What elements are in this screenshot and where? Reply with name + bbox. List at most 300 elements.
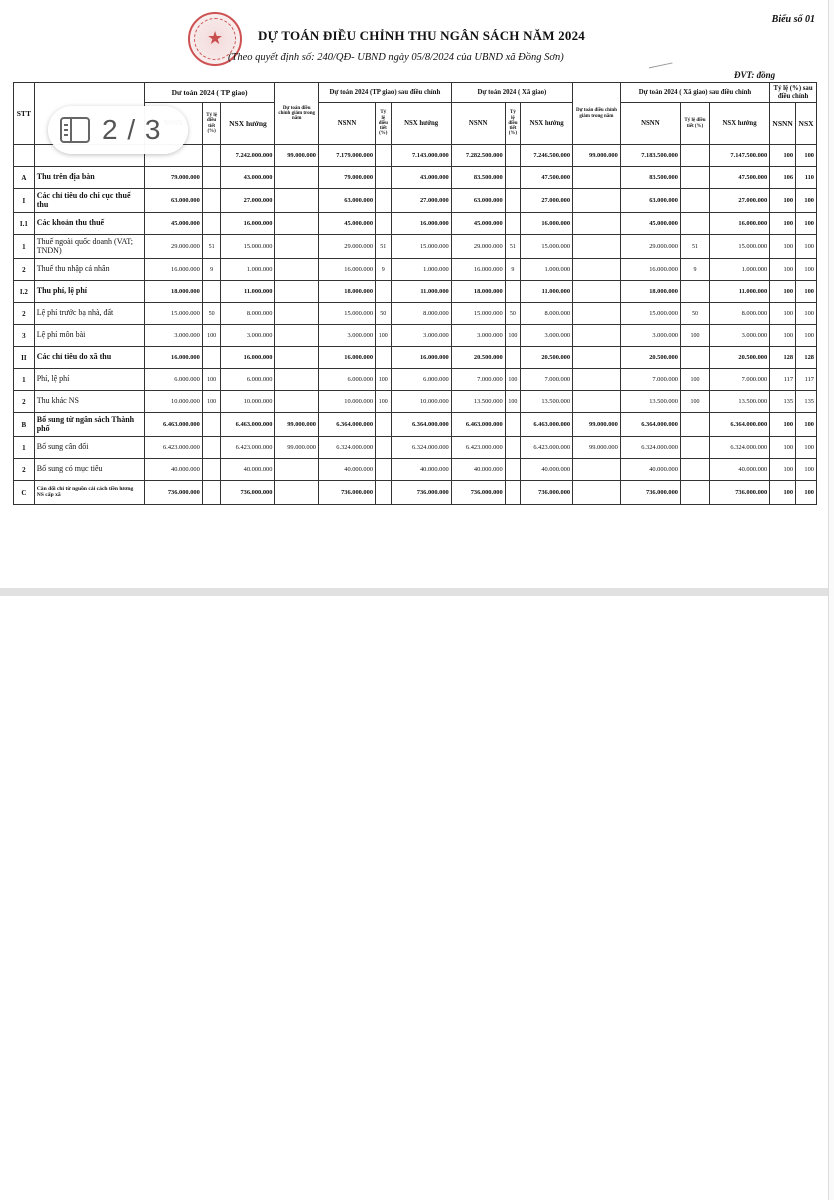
col-xa-tyle: Tỷ lệ điều tiết (%) <box>505 103 521 145</box>
row-number: I <box>14 189 35 213</box>
cell: 100 <box>796 145 817 167</box>
cell: 29.000.000 <box>451 235 505 259</box>
cell <box>505 347 521 369</box>
col-tpa-nsnn: NSNN <box>318 103 375 145</box>
row-number: 2 <box>14 303 35 325</box>
cell: 7.000.000 <box>451 369 505 391</box>
cell <box>573 167 621 189</box>
cell <box>505 281 521 303</box>
page-indicator[interactable] <box>48 106 188 154</box>
scrollbar-track[interactable] <box>828 0 834 1200</box>
cell: 45.000.000 <box>620 213 680 235</box>
cell: 18.000.000 <box>451 281 505 303</box>
cell: 15.000.000 <box>620 303 680 325</box>
cell: 117 <box>796 369 817 391</box>
cell <box>573 325 621 347</box>
cell <box>505 413 521 437</box>
signature-mark <box>647 56 672 69</box>
cell: 50 <box>505 303 521 325</box>
row-number: 3 <box>14 325 35 347</box>
cell: 45.000.000 <box>144 213 202 235</box>
cell: 20.500.000 <box>451 347 505 369</box>
cell: 3.000.000 <box>391 325 451 347</box>
table-row <box>14 259 817 281</box>
col-group-tp-after: Dự toán 2024 (TP giao) sau điều chỉnh <box>318 83 451 103</box>
col-group-rate: Tỷ lệ (%) sau điều chỉnh <box>770 83 817 103</box>
cell: 100 <box>770 303 796 325</box>
cell: 100 <box>796 481 817 505</box>
cell: 6.000.000 <box>318 369 375 391</box>
cell: 83.500.000 <box>620 167 680 189</box>
cell: 6.324.000.000 <box>620 437 680 459</box>
cell <box>275 481 319 505</box>
row-label: Thu trên địa bàn <box>34 167 144 189</box>
cell: 51 <box>202 235 221 259</box>
cell: 100 <box>770 459 796 481</box>
cell: 6.463.000.000 <box>221 413 275 437</box>
cell <box>275 369 319 391</box>
cell: 6.463.000.000 <box>144 413 202 437</box>
cell: 110 <box>796 167 817 189</box>
cell <box>275 325 319 347</box>
cell: 9 <box>202 259 221 281</box>
cell <box>275 347 319 369</box>
sidebar-icon <box>60 117 90 143</box>
cell: 100 <box>505 325 521 347</box>
cell: 128 <box>796 347 817 369</box>
cell: 47.500.000 <box>710 167 770 189</box>
cell: 15.000.000 <box>391 235 451 259</box>
cell: 6.324.000.000 <box>318 437 375 459</box>
row-number: 2 <box>14 259 35 281</box>
cell: 100 <box>770 259 796 281</box>
table-row <box>14 281 817 303</box>
cell <box>680 167 709 189</box>
cell: 16.000.000 <box>391 213 451 235</box>
cell: 29.000.000 <box>620 235 680 259</box>
cell: 16.000.000 <box>221 347 275 369</box>
cell: 6.000.000 <box>221 369 275 391</box>
cell: 15.000.000 <box>451 303 505 325</box>
cell: 100 <box>202 369 221 391</box>
cell: 10.000.000 <box>221 391 275 413</box>
cell: 40.000.000 <box>710 459 770 481</box>
cell: 47.500.000 <box>521 167 573 189</box>
cell <box>573 259 621 281</box>
cell: 100 <box>770 481 796 505</box>
col-tp-tyle: Tỷ lệ điều tiết (%) <box>202 103 221 145</box>
cell <box>680 437 709 459</box>
cell: 40.000.000 <box>521 459 573 481</box>
cell: 135 <box>796 391 817 413</box>
cell: 7.000.000 <box>521 369 573 391</box>
cell: 15.000.000 <box>221 235 275 259</box>
cell: 16.000.000 <box>144 259 202 281</box>
cell: 27.000.000 <box>521 189 573 213</box>
cell: 43.000.000 <box>391 167 451 189</box>
cell: 736.000.000 <box>391 481 451 505</box>
cell: 16.000.000 <box>620 259 680 281</box>
cell: 50 <box>376 303 392 325</box>
page-indicator-label: 2 / 3 <box>102 114 162 145</box>
cell: 63.000.000 <box>620 189 680 213</box>
page-separator <box>0 588 834 596</box>
form-number: Biểu số 01 <box>771 14 815 25</box>
cell <box>573 481 621 505</box>
cell: 18.000.000 <box>620 281 680 303</box>
row-label: Các chỉ tiêu do xã thu <box>34 347 144 369</box>
cell: 6.423.000.000 <box>221 437 275 459</box>
col-rate-nsnn: NSNN <box>770 103 796 145</box>
cell: 10.000.000 <box>318 391 375 413</box>
cell: 11.000.000 <box>521 281 573 303</box>
official-seal: ★ <box>188 12 242 66</box>
cell <box>505 481 521 505</box>
cell: 51 <box>680 235 709 259</box>
cell <box>680 347 709 369</box>
table-row <box>14 213 817 235</box>
cell: 128 <box>770 347 796 369</box>
row-number: 2 <box>14 459 35 481</box>
table-row <box>14 391 817 413</box>
cell <box>376 347 392 369</box>
cell: 100 <box>770 235 796 259</box>
cell: 40.000.000 <box>451 459 505 481</box>
cell: 6.423.000.000 <box>521 437 573 459</box>
cell <box>505 189 521 213</box>
cell: 106 <box>770 167 796 189</box>
cell: 9 <box>376 259 392 281</box>
cell: 6.000.000 <box>144 369 202 391</box>
cell: 100 <box>505 369 521 391</box>
cell: 16.000.000 <box>221 213 275 235</box>
cell <box>573 281 621 303</box>
cell: 7.179.000.000 <box>318 145 375 167</box>
cell: 79.000.000 <box>318 167 375 189</box>
cell <box>376 145 392 167</box>
row-number: I.1 <box>14 213 35 235</box>
cell <box>680 481 709 505</box>
row-number: 1 <box>14 369 35 391</box>
cell: 51 <box>376 235 392 259</box>
cell <box>202 459 221 481</box>
cell <box>505 459 521 481</box>
cell: 99.000.000 <box>275 145 319 167</box>
col-xa-adjust: Dự toán điều chỉnh giảm trong năm <box>573 83 621 145</box>
table-row <box>14 235 817 259</box>
cell: 40.000.000 <box>318 459 375 481</box>
cell <box>202 213 221 235</box>
table-row <box>14 167 817 189</box>
cell: 16.000.000 <box>710 213 770 235</box>
cell: 11.000.000 <box>391 281 451 303</box>
row-label: Cân đối chi từ nguồn cải cách tiền lương NS cấp xã <box>34 481 144 505</box>
cell: 736.000.000 <box>710 481 770 505</box>
cell <box>202 167 221 189</box>
cell: 6.364.000.000 <box>318 413 375 437</box>
cell: 7.000.000 <box>620 369 680 391</box>
cell <box>275 213 319 235</box>
cell: 16.000.000 <box>144 347 202 369</box>
cell <box>680 189 709 213</box>
cell: 100 <box>680 325 709 347</box>
cell: 6.463.000.000 <box>451 413 505 437</box>
row-label: Phí, lệ phí <box>34 369 144 391</box>
cell: 7.143.000.000 <box>391 145 451 167</box>
unit-label: ĐVT: đồng <box>734 70 776 80</box>
row-number: C <box>14 481 35 505</box>
cell <box>202 437 221 459</box>
cell: 3.000.000 <box>521 325 573 347</box>
cell: 16.000.000 <box>318 347 375 369</box>
cell <box>202 189 221 213</box>
cell: 99.000.000 <box>573 437 621 459</box>
cell: 27.000.000 <box>221 189 275 213</box>
cell <box>376 459 392 481</box>
cell <box>376 189 392 213</box>
cell: 20.500.000 <box>620 347 680 369</box>
table-row <box>14 437 817 459</box>
row-label: Các chỉ tiêu do chi cục thuế thu <box>34 189 144 213</box>
cell <box>680 281 709 303</box>
table-row <box>14 325 817 347</box>
cell: 7.282.500.000 <box>451 145 505 167</box>
cell: 11.000.000 <box>221 281 275 303</box>
row-label: Bổ sung từ ngân sách Thành phố <box>34 413 144 437</box>
cell: 100 <box>770 213 796 235</box>
cell <box>202 145 221 167</box>
table-row <box>14 481 817 505</box>
row-number: I.2 <box>14 281 35 303</box>
cell: 736.000.000 <box>318 481 375 505</box>
cell: 100 <box>202 325 221 347</box>
cell <box>680 145 709 167</box>
cell: 8.000.000 <box>521 303 573 325</box>
cell: 736.000.000 <box>521 481 573 505</box>
cell: 18.000.000 <box>144 281 202 303</box>
col-xa-nsx: NSX hưởng <box>521 103 573 145</box>
cell: 6.324.000.000 <box>391 437 451 459</box>
cell: 1.000.000 <box>391 259 451 281</box>
col-group-xa: Dự toán 2024 ( Xã giao) <box>451 83 572 103</box>
cell: 20.500.000 <box>521 347 573 369</box>
row-label: Thuế ngoài quốc doanh (VAT; TNDN) <box>34 235 144 259</box>
cell: 100 <box>770 413 796 437</box>
cell: 99.000.000 <box>275 413 319 437</box>
col-tp-nsx: NSX hưởng <box>221 103 275 145</box>
cell <box>275 459 319 481</box>
cell: 15.000.000 <box>144 303 202 325</box>
cell: 40.000.000 <box>391 459 451 481</box>
cell: 40.000.000 <box>620 459 680 481</box>
cell <box>573 459 621 481</box>
cell: 15.000.000 <box>318 303 375 325</box>
cell: 7.000.000 <box>710 369 770 391</box>
cell: 6.000.000 <box>391 369 451 391</box>
cell: 16.000.000 <box>451 259 505 281</box>
cell: 7.242.000.000 <box>221 145 275 167</box>
cell <box>505 167 521 189</box>
cell: 100 <box>796 281 817 303</box>
row-number: 1 <box>14 437 35 459</box>
cell: 6.423.000.000 <box>144 437 202 459</box>
col-rate-nsx: NSX <box>796 103 817 145</box>
cell: 3.000.000 <box>318 325 375 347</box>
row-label: Thu phí, lệ phí <box>34 281 144 303</box>
cell: 100 <box>796 235 817 259</box>
table-row <box>14 369 817 391</box>
col-tpa-tyle: Tỷ lệ điều tiết (%) <box>376 103 392 145</box>
cell: 63.000.000 <box>144 189 202 213</box>
cell: 135 <box>770 391 796 413</box>
cell <box>275 303 319 325</box>
cell <box>573 189 621 213</box>
row-label: Thuế thu nhập cá nhân <box>34 259 144 281</box>
col-xaa-tyle: Tỷ lệ điều tiết (%) <box>680 103 709 145</box>
cell: 16.000.000 <box>521 213 573 235</box>
cell <box>680 413 709 437</box>
document-subtitle: (Theo quyết định số: 240/QĐ- UBND ngày 05/8/2024 của UBND xã Đồng Sơn) <box>228 52 564 63</box>
col-group-xa-after: Dự toán 2024 ( Xã giao) sau điều chỉnh <box>620 83 769 103</box>
cell: 100 <box>796 459 817 481</box>
cell: 9 <box>505 259 521 281</box>
col-tp-adjust: Dự toán điều chỉnh giảm trong năm <box>275 83 319 145</box>
col-xa-nsnn: NSNN <box>451 103 505 145</box>
row-number: II <box>14 347 35 369</box>
table-row <box>14 347 817 369</box>
table-row <box>14 413 817 437</box>
cell: 13.500.000 <box>620 391 680 413</box>
table-row <box>14 189 817 213</box>
cell <box>573 391 621 413</box>
cell <box>573 235 621 259</box>
row-number: B <box>14 413 35 437</box>
cell <box>202 413 221 437</box>
cell <box>376 481 392 505</box>
cell: 8.000.000 <box>391 303 451 325</box>
cell: 100 <box>796 189 817 213</box>
document-title: DỰ TOÁN ĐIỀU CHỈNH THU NGÂN SÁCH NĂM 2024 <box>258 28 585 43</box>
cell: 100 <box>796 325 817 347</box>
cell <box>202 281 221 303</box>
cell: 1.000.000 <box>521 259 573 281</box>
cell <box>505 437 521 459</box>
cell <box>680 213 709 235</box>
col-tpa-nsx: NSX hưởng <box>391 103 451 145</box>
cell: 13.500.000 <box>451 391 505 413</box>
cell: 20.500.000 <box>710 347 770 369</box>
cell: 100 <box>770 145 796 167</box>
cell <box>275 391 319 413</box>
cell <box>573 347 621 369</box>
col-group-tp: Dư toán 2024 ( TP giao) <box>144 83 275 103</box>
cell: 99.000.000 <box>573 413 621 437</box>
cell: 100 <box>770 281 796 303</box>
cell <box>505 213 521 235</box>
cell: 100 <box>796 213 817 235</box>
cell: 1.000.000 <box>710 259 770 281</box>
cell: 63.000.000 <box>451 189 505 213</box>
cell <box>376 413 392 437</box>
cell: 18.000.000 <box>318 281 375 303</box>
table-row <box>14 459 817 481</box>
cell: 100 <box>770 437 796 459</box>
cell: 100 <box>680 391 709 413</box>
cell: 13.500.000 <box>521 391 573 413</box>
cell <box>505 145 521 167</box>
cell: 736.000.000 <box>144 481 202 505</box>
cell: 6.364.000.000 <box>620 413 680 437</box>
cell: 100 <box>796 259 817 281</box>
cell: 100 <box>376 391 392 413</box>
cell: 1.000.000 <box>221 259 275 281</box>
col-xaa-nsnn: NSNN <box>620 103 680 145</box>
cell: 6.423.000.000 <box>451 437 505 459</box>
cell: 3.000.000 <box>221 325 275 347</box>
cell <box>376 167 392 189</box>
cell: 100 <box>770 189 796 213</box>
cell: 50 <box>202 303 221 325</box>
cell <box>202 481 221 505</box>
cell: 99.000.000 <box>573 145 621 167</box>
cell: 100 <box>770 325 796 347</box>
cell: 29.000.000 <box>318 235 375 259</box>
cell: 45.000.000 <box>318 213 375 235</box>
cell <box>275 189 319 213</box>
cell <box>376 213 392 235</box>
table-row <box>14 303 817 325</box>
cell <box>376 281 392 303</box>
document-page-2 <box>0 596 834 1200</box>
cell: 15.000.000 <box>710 235 770 259</box>
cell: 15.000.000 <box>521 235 573 259</box>
cell: 6.324.000.000 <box>710 437 770 459</box>
cell <box>680 459 709 481</box>
cell: 100 <box>796 303 817 325</box>
cell <box>376 437 392 459</box>
cell: 3.000.000 <box>144 325 202 347</box>
cell: 736.000.000 <box>451 481 505 505</box>
cell: 8.000.000 <box>710 303 770 325</box>
cell: 7.147.500.000 <box>710 145 770 167</box>
cell: 10.000.000 <box>391 391 451 413</box>
cell: 3.000.000 <box>451 325 505 347</box>
cell <box>275 235 319 259</box>
cell: 7.246.500.000 <box>521 145 573 167</box>
row-label: Lệ phí trước bạ nhà, đất <box>34 303 144 325</box>
cell: 117 <box>770 369 796 391</box>
cell: 16.000.000 <box>391 347 451 369</box>
cell <box>275 167 319 189</box>
cell: 83.500.000 <box>451 167 505 189</box>
cell: 40.000.000 <box>221 459 275 481</box>
cell: 16.000.000 <box>318 259 375 281</box>
cell: 50 <box>680 303 709 325</box>
row-label: Bổ sung có mục tiêu <box>34 459 144 481</box>
row-number: 1 <box>14 235 35 259</box>
cell: 6.364.000.000 <box>391 413 451 437</box>
cell: 27.000.000 <box>391 189 451 213</box>
cell: 100 <box>796 413 817 437</box>
cell: 45.000.000 <box>451 213 505 235</box>
cell: 43.000.000 <box>221 167 275 189</box>
cell: 6.364.000.000 <box>710 413 770 437</box>
cell <box>202 347 221 369</box>
cell <box>573 369 621 391</box>
cell: 63.000.000 <box>318 189 375 213</box>
row-number: A <box>14 167 35 189</box>
cell: 10.000.000 <box>144 391 202 413</box>
